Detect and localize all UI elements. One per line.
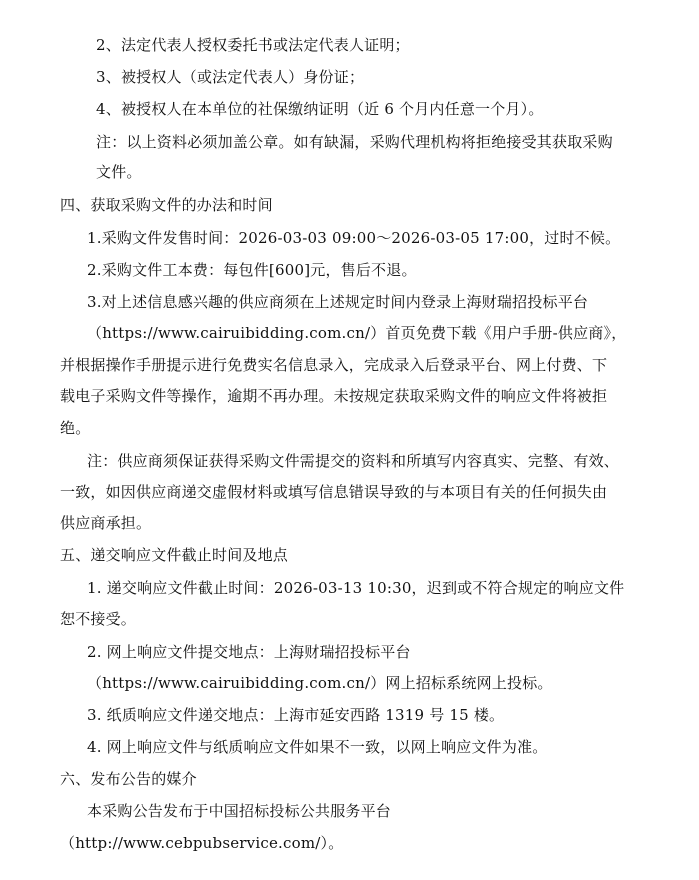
url-line: （http://www.cebpubservice.com/）。 — [60, 834, 344, 852]
text-line: 恕不接受。 — [60, 610, 137, 628]
text-line: 本采购公告发布于中国招标投标公共服务平台 — [87, 802, 392, 820]
note-line: 一致，如因供应商递交虚假材料或填写信息错误导致的与本项目有关的任何损失由 — [60, 483, 608, 501]
note-line: 文件。 — [96, 163, 142, 181]
section-heading: 五、递交响应文件截止时间及地点 — [60, 546, 289, 564]
text-line: 2. 网上响应文件提交地点：上海财瑞招投标平台 — [87, 643, 411, 661]
text-line: 1.采购文件发售时间：2026-03-03 09:00～2026-03-05 17:00，过时不候。 — [87, 229, 621, 247]
text-line: 载电子采购文件等操作，逾期不再办理。未按规定获取采购文件的响应文件将被拒 — [60, 387, 608, 405]
text-line: 1. 递交响应文件截止时间：2026-03-13 10:30，迟到或不符合规定的响应文件 — [87, 579, 625, 597]
note-line: 注：以上资料必须加盖公章。如有缺漏，采购代理机构将拒绝接受其获取采购 — [96, 133, 613, 151]
url-line: （https://www.cairuibidding.com.cn/）网上招标系统网上投标。 — [87, 674, 553, 692]
text-line: 3. 纸质响应文件递交地点：上海市延安西路 1319 号 15 楼。 — [87, 706, 505, 724]
url-line: （https://www.cairuibidding.com.cn/）首页免费下载《用户手册-供应商》， — [87, 324, 627, 342]
note-line: 注：供应商须保证获得采购文件需提交的资料和所填写内容真实、完整、有效、 — [87, 452, 620, 470]
section-heading: 六、发布公告的媒介 — [60, 770, 197, 788]
text-line: 绝。 — [60, 419, 91, 437]
section-heading: 四、获取采购文件的办法和时间 — [60, 196, 273, 214]
text-line: 2、法定代表人授权委托书或法定代表人证明； — [96, 36, 410, 54]
text-line: 4、被授权人在本单位的社保缴纳证明（近 6 个月内任意一个月）。 — [96, 100, 544, 118]
text-line: 4. 网上响应文件与纸质响应文件如果不一致，以网上响应文件为准。 — [87, 738, 548, 756]
text-line: 2.采购文件工本费：每包件[600]元，售后不退。 — [87, 261, 417, 279]
text-line: 3.对上述信息感兴趣的供应商须在上述规定时间内登录上海财瑞招投标平台 — [87, 293, 589, 311]
text-line: 并根据操作手册提示进行免费实名信息录入，完成录入后登录平台、网上付费、下 — [60, 356, 608, 374]
text-line: 3、被授权人（或法定代表人）身份证； — [96, 68, 365, 86]
note-line: 供应商承担。 — [60, 514, 152, 532]
